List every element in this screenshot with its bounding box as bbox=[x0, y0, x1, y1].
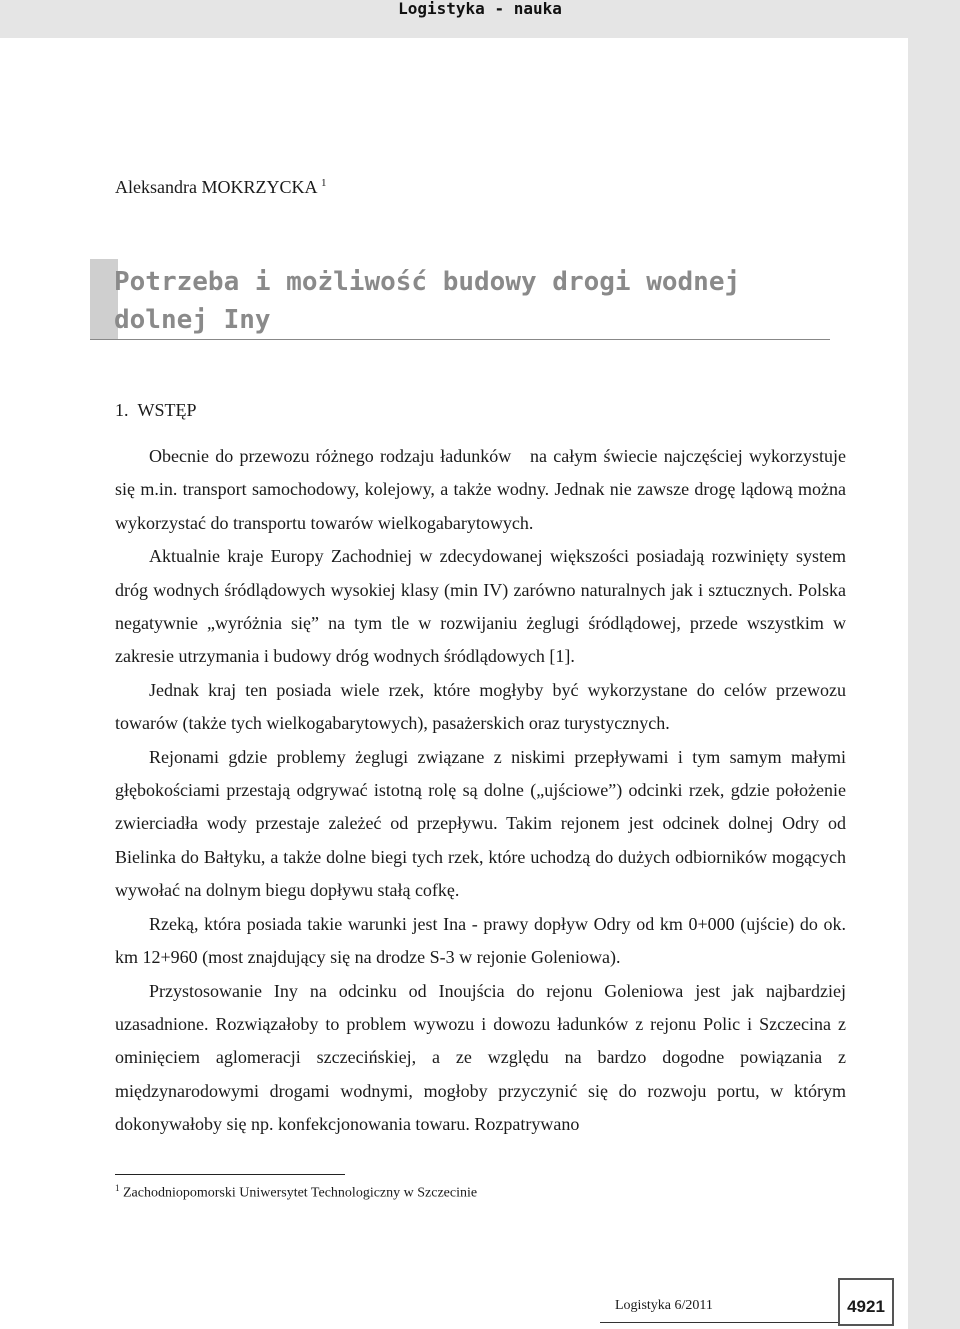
article-title-block bbox=[90, 259, 830, 340]
page-number: 4921 bbox=[847, 1297, 885, 1316]
footnote-mark: 1 bbox=[115, 1183, 120, 1193]
article-title bbox=[114, 263, 814, 339]
footnote-divider bbox=[115, 1174, 345, 1175]
article-title-line-1: Potrzeba i możliwość budowy drogi wodnej bbox=[114, 267, 741, 297]
footnote-text: Zachodniopomorski Uniwersytet Technologiczny w Szczecinie bbox=[123, 1185, 478, 1201]
right-band bbox=[908, 0, 960, 1329]
paragraph: Jednak kraj ten posiada wiele rzek, które mogłyby być wykorzystane do celów przewozu towarów (także tych wielkogabarytowych), pasażerskich oraz turystycznych. bbox=[115, 679, 846, 734]
paragraph: Rejonami gdzie problemy żeglugi związane z niskimi przepływami i tym samym małymi głębokościami przestają odgrywać istotną rolę są dolne („ujściowe”) odcinki rzek, gdzie położenie zwierciadła wody przestaje zależeć od przepływu. Takim rejonem jest odcinek dolnej Odry od Bielinka do Bałtyku, a także dolne biegi tych rzek, które uchodzą do dużych odbiorników mogących wywołać na dolnym biegu dopływu stałą cofkę. bbox=[115, 746, 846, 901]
author-footnote-mark: 1 bbox=[320, 177, 327, 189]
footer-journal-label: Logistyka 6/2011 bbox=[615, 1298, 713, 1313]
paragraph: Obecnie do przewozu różnego rodzaju ładunków na całym świecie najczęściej wykorzystuje się m.in. transport samochodowy, kolejowy, a także wodny. Jednak nie zawsze drogę lądową można wykorzystać do transportu towarów wielkogabarytowych. bbox=[115, 446, 846, 533]
footer-divider bbox=[600, 1322, 840, 1323]
article-title-line-2: dolnej Iny bbox=[114, 305, 271, 335]
paragraph: Przystosowanie Iny na odcinku od Inoujścia do rejonu Goleniowa jest jak najbardziej uzasadnione. Rozwiązałoby to problem wywozu i dowozu ładunków z rejonu Polic i Szczecina z ominięciem aglomeracji szczecińskiej, a ze względu na bardzo dogodne powiązania z międzynarodowymi drogami wodnymi, mogłoby przyczynić się do rozwoju portu, w którym dokonywałoby się np. konfekcjonowania towaru. Rozpatrywano bbox=[115, 980, 846, 1135]
author-name: Aleksandra MOKRZYCKA bbox=[115, 177, 317, 197]
paragraph: Aktualnie kraje Europy Zachodniej w zdecydowanej większości posiadają rozwinięty system dróg wodnych śródlądowych wysokiej klasy (min IV) zarówno naturalnych jak i sztucznych. Polska negatywnie „wyróżnia się” na tym tle w rozwijaniu żeglugi śródlądowej, przede wszystkim w zakresie utrzymania i budowy dróg wodnych śródlądowych [1]. bbox=[115, 546, 846, 667]
footnote bbox=[115, 1183, 477, 1202]
section-heading: 1. WSTĘP bbox=[115, 400, 197, 420]
author-line bbox=[115, 177, 326, 198]
body-text bbox=[115, 440, 846, 1142]
running-header: Logistyka - nauka bbox=[398, 0, 562, 18]
paragraph: Rzeką, która posiada takie warunki jest Ina - prawy dopływ Odry od km 0+000 (ujście) do ok. km 12+960 (most znajdujący się na drodze S-3 w rejonie Goleniowa). bbox=[115, 913, 846, 968]
page-number-box bbox=[838, 1278, 894, 1326]
